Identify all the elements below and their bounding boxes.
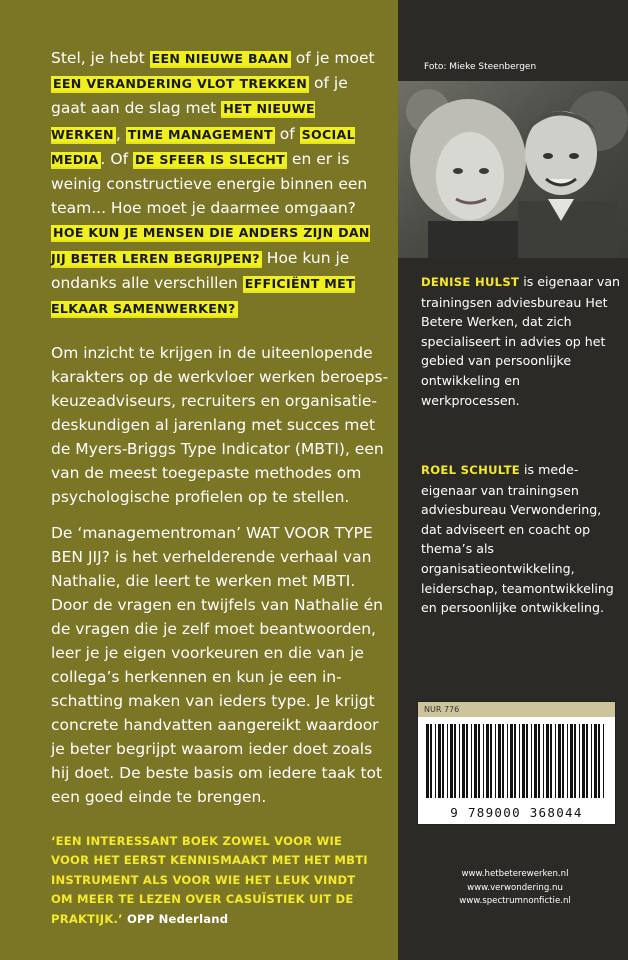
barcode-bar: [574, 724, 576, 798]
barcode-bar: [514, 724, 516, 798]
barcode-bar: [567, 724, 568, 798]
barcode-bar: [522, 724, 525, 798]
barcode-bar: [598, 724, 600, 798]
intro-fragment: . Of: [100, 149, 133, 168]
barcode-bar: [502, 724, 504, 798]
barcode-bar: [507, 724, 508, 798]
barcode-bar: [519, 724, 520, 798]
barcode-bar: [435, 724, 436, 798]
intro-fragment: of je moet: [290, 49, 375, 67]
review-quote: [51, 832, 376, 929]
barcode-bar: [582, 724, 585, 798]
highlighted-phrase: EEN VERANDERING VLOT TREKKEN: [53, 76, 308, 92]
highlighted-phrase: SOCIAL MEDIA: [51, 126, 355, 167]
barcode-bar: [555, 724, 556, 798]
barcode-bar: [474, 724, 477, 798]
quote-source: OPP Nederland: [126, 911, 229, 926]
barcode-bar: [495, 724, 496, 798]
website-list: [420, 868, 610, 909]
barcode-bar: [426, 724, 429, 798]
intro-text: [51, 46, 381, 321]
barcode-bar: [543, 724, 544, 798]
barcode-bar: [454, 724, 456, 798]
barcode-bar: [550, 724, 552, 798]
author-photo-image: [398, 81, 628, 258]
intro-fragment: en er is weinig constructieve energie binnen een team... Hoe moet je daarmee omgaan?: [51, 149, 368, 218]
nur-code: NUR 776: [418, 702, 615, 717]
barcode-bar: [558, 724, 561, 798]
author-photo: [398, 81, 628, 258]
barcode-image: [424, 724, 609, 798]
highlighted-phrase: EFFICIËNT MET ELKAAR SAMENWERKEN?: [51, 275, 355, 317]
barcode-bar: [579, 724, 580, 798]
barcode-bar: [430, 724, 432, 798]
barcode-bar: [570, 724, 573, 798]
bio-text: is eigenaar van trainingsen adviesbureau Het Betere Werken, dat zich specialiseert in advies op het gebied van persoonlijke ontwikkeling en werkprocessen.: [421, 274, 621, 408]
barcode-bar: [486, 724, 489, 798]
barcode-bar: [459, 724, 460, 798]
barcode-bar: [483, 724, 484, 798]
intro-fragment: Hoe kun je ondanks alle verschillen: [51, 248, 350, 292]
barcode-bar: [603, 724, 604, 798]
bio-denise-hulst: [421, 272, 621, 410]
barcode-bar: [586, 724, 588, 798]
body-paragraph-1: Om inzicht te krijgen in de uiteenlopende karakters op de werkvloer werken beroepskeuzeadviseurs, recruiters en organisatiedeskundigen al jarenlang met succes met de Myers-Briggs Type Indicator (MBTI), een van de meest toegepaste methodes om psychologische profielen op te stellen.: [51, 344, 389, 506]
barcode-bar: [471, 724, 472, 798]
barcode-bar: [438, 724, 441, 798]
highlighted-phrase: DE SFEER IS SLECHT: [134, 151, 285, 167]
highlighted-phrase: TIME MANAGEMENT: [127, 126, 273, 142]
barcode-bar: [478, 724, 480, 798]
barcode-bar: [447, 724, 448, 798]
highlighted-phrase: HET NIEUWE WERKEN: [51, 101, 315, 142]
barcode-bar: [562, 724, 564, 798]
barcode-bar: [498, 724, 501, 798]
intro-fragment: of: [274, 124, 300, 143]
barcode-bar: [531, 724, 532, 798]
barcode-bar: [442, 724, 444, 798]
barcode-bar: [538, 724, 540, 798]
website-url[interactable]: www.spectrumnonfictie.nl: [459, 896, 571, 906]
website-url[interactable]: www.verwondering.nu: [467, 882, 563, 893]
intro-fragment: of je gaat aan de slag met: [51, 74, 348, 118]
bio-name: DENISE HULST: [421, 275, 520, 289]
barcode-bar: [510, 724, 513, 798]
isbn-number: 9 789000 368044: [450, 805, 583, 820]
highlighted-phrase: EEN NIEUWE BAAN: [151, 51, 289, 66]
barcode-box: [417, 701, 616, 825]
highlighted-phrase: HOE KUN JE MENSEN DIE ANDERS ZIJN DAN JIJ BETER LEREN BEGRIJPEN?: [51, 225, 370, 266]
barcode-bar: [466, 724, 468, 798]
body-paragraph-2: De ‘managementroman’ WAT VOOR TYPE BEN JIJ? is het verhelderende verhaal van Nathalie, die leert te werken met MBTI. Door de vragen en twijfels van Nathalie én de vragen die je zelf moet beantwoorden, leer je je eigen voorkeuren en die van je collega’s herkennen en kun je een inschatting maken van ieders type. Je krijgt concrete handvatten aangereikt waardoor je beter begrijpt waarom ieder doet zoals hij doet. De beste basis om iedere taak tot een goed einde te brengen.: [51, 524, 383, 806]
barcode-bar: [526, 724, 528, 798]
barcode-bar: [450, 724, 453, 798]
bio-text: is medeeigenaar van trainingsen adviesbureau Verwondering, dat adviseert en coacht op thema’s als organisatieontwikkeling, leiderschap, teamontwikkeling en persoonlijke ontwikkeling.: [421, 462, 614, 616]
intro-fragment: ,: [115, 124, 126, 143]
quote-text: ‘EEN INTERESSANT BOEK ZOWEL VOOR WIE VOOR HET EERST KENNISMAAKT MET HET MBTI INSTRUMENT ALS VOOR WIE HET LEUK VINDT OM MEER TE LEZEN OVER CASUÏSTIEK UIT DE PRAKTIJK.’: [51, 834, 368, 926]
barcode-bar: [591, 724, 592, 798]
barcode-bar: [546, 724, 549, 798]
barcode-bar: [462, 724, 465, 798]
photo-credit: Foto: Mieke Steenbergen: [424, 62, 537, 72]
bio-roel-schulte: [421, 460, 621, 618]
website-url[interactable]: www.hetbeterewerken.nl: [461, 869, 569, 879]
intro-fragment: Stel, je hebt: [51, 49, 150, 67]
barcode-bar: [534, 724, 537, 798]
barcode-bar: [490, 724, 492, 798]
barcode-bar: [594, 724, 597, 798]
bio-name: ROEL SCHULTE: [421, 463, 520, 477]
